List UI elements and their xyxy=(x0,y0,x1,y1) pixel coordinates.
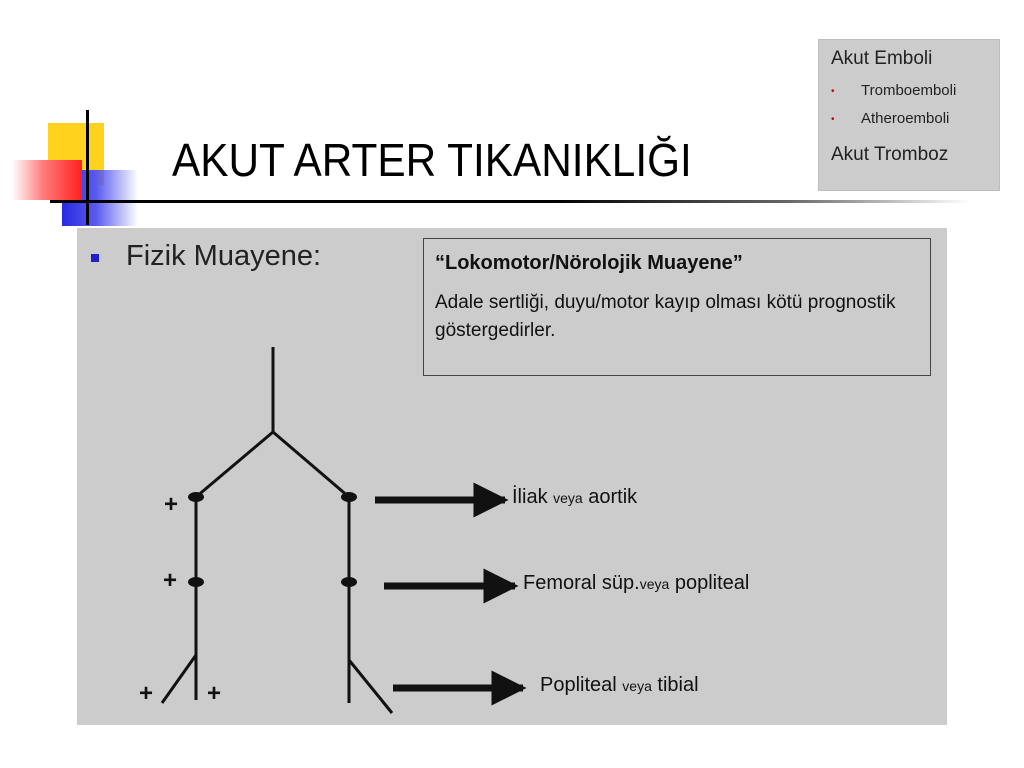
side-heading-emboli: Akut Emboli xyxy=(831,48,933,69)
label-popliteal-tibial xyxy=(540,674,699,697)
label-femoral-popliteal xyxy=(523,572,749,595)
right-iliac-branch xyxy=(273,432,349,497)
note-body: Adale sertliği, duyu/motor kayıp olması kötü prognostik göstergedirler. xyxy=(435,292,896,341)
pulse-plus-tibial-right: + xyxy=(207,680,222,707)
label-iliac-aortic xyxy=(512,486,637,509)
bullet-dot-icon: • xyxy=(831,113,835,125)
label-text: aortik xyxy=(582,486,638,508)
label-text: İliak xyxy=(512,486,554,508)
label-text: Popliteal xyxy=(540,674,623,696)
side-item-label: Tromboemboli xyxy=(861,82,957,99)
slide-title: AKUT ARTER TIKANIKLIĞI xyxy=(172,134,692,186)
section-heading: Fizik Muayene: xyxy=(126,240,322,272)
pulse-plus-iliac: + xyxy=(164,491,179,518)
pulse-point-right-femoral xyxy=(341,577,357,587)
note-title: “Lokomotor/Nörolojik Muayene” xyxy=(435,252,743,274)
pulse-plus-femoral: + xyxy=(163,567,178,594)
right-tibial-branch xyxy=(349,660,392,713)
label-small-text: veya xyxy=(639,576,670,592)
label-small-text: veya xyxy=(622,678,652,694)
label-text: popliteal xyxy=(669,572,750,594)
label-text: tibial xyxy=(651,674,699,696)
side-item-label: Atheroemboli xyxy=(861,110,950,127)
label-small-text: veya xyxy=(553,490,583,506)
pulse-point-left-femoral xyxy=(188,577,204,587)
left-iliac-branch xyxy=(196,432,273,497)
left-tibial-branch xyxy=(162,655,196,703)
pulse-plus-tibial-left: + xyxy=(139,680,154,707)
pulse-point-right-iliac xyxy=(341,492,357,502)
label-text: Femoral süp. xyxy=(523,572,640,594)
pulse-point-left-iliac xyxy=(188,492,204,502)
bullet-dot-icon: • xyxy=(831,85,835,97)
side-heading-tromboz: Akut Tromboz xyxy=(831,144,949,165)
